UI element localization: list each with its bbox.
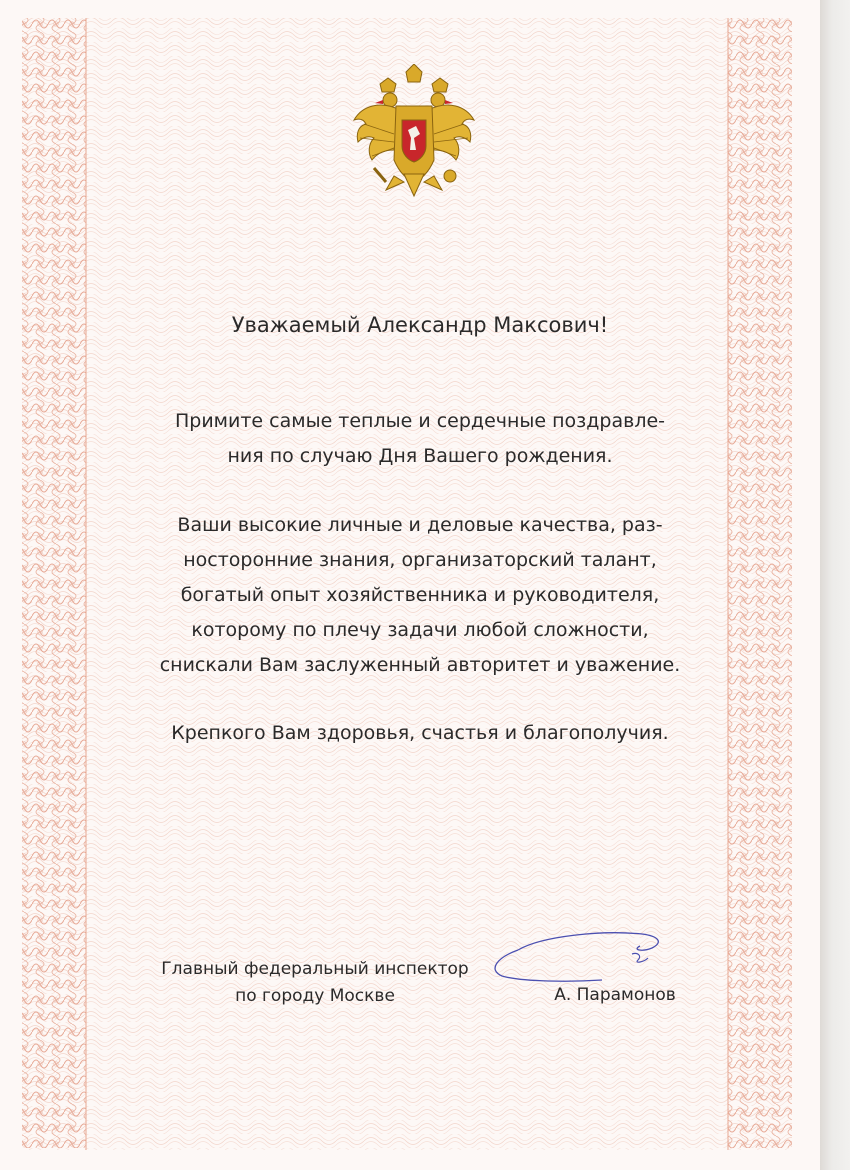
signer-name: А. Парамонов [554,985,676,1005]
salutation: Уважаемый Александр Максович! [231,313,609,337]
paragraph-line: которому по плечу задачи любой сложности, [191,619,649,641]
paragraph-line: Ваши высокие личные и деловые качества, раз- [177,514,663,536]
paragraph-line: Примите самые теплые и сердечные поздравле- [174,410,666,432]
paragraph-line: ния по случаю Дня Вашего рождения. [227,445,613,467]
paragraph-qualities [100,508,740,683]
scan-margin [820,0,850,1170]
paragraph-line: носторонние знания, организаторский талант, [183,549,657,571]
paragraph-line: Крепкого Вам здоровья, счастья и благополучия. [171,722,669,744]
signer-title [150,956,480,1010]
paragraph-wishes [100,716,740,751]
paragraph-line: снискали Вам заслуженный авторитет и уважение. [159,654,681,676]
signer-title-line: Главный федеральный инспектор [161,959,469,979]
paragraph-congratulations [100,404,740,474]
paragraph-line: богатый опыт хозяйственника и руководителя, [180,584,660,606]
coat-of-arms-icon [350,64,478,202]
signer-title-line: по городу Москве [235,986,395,1006]
